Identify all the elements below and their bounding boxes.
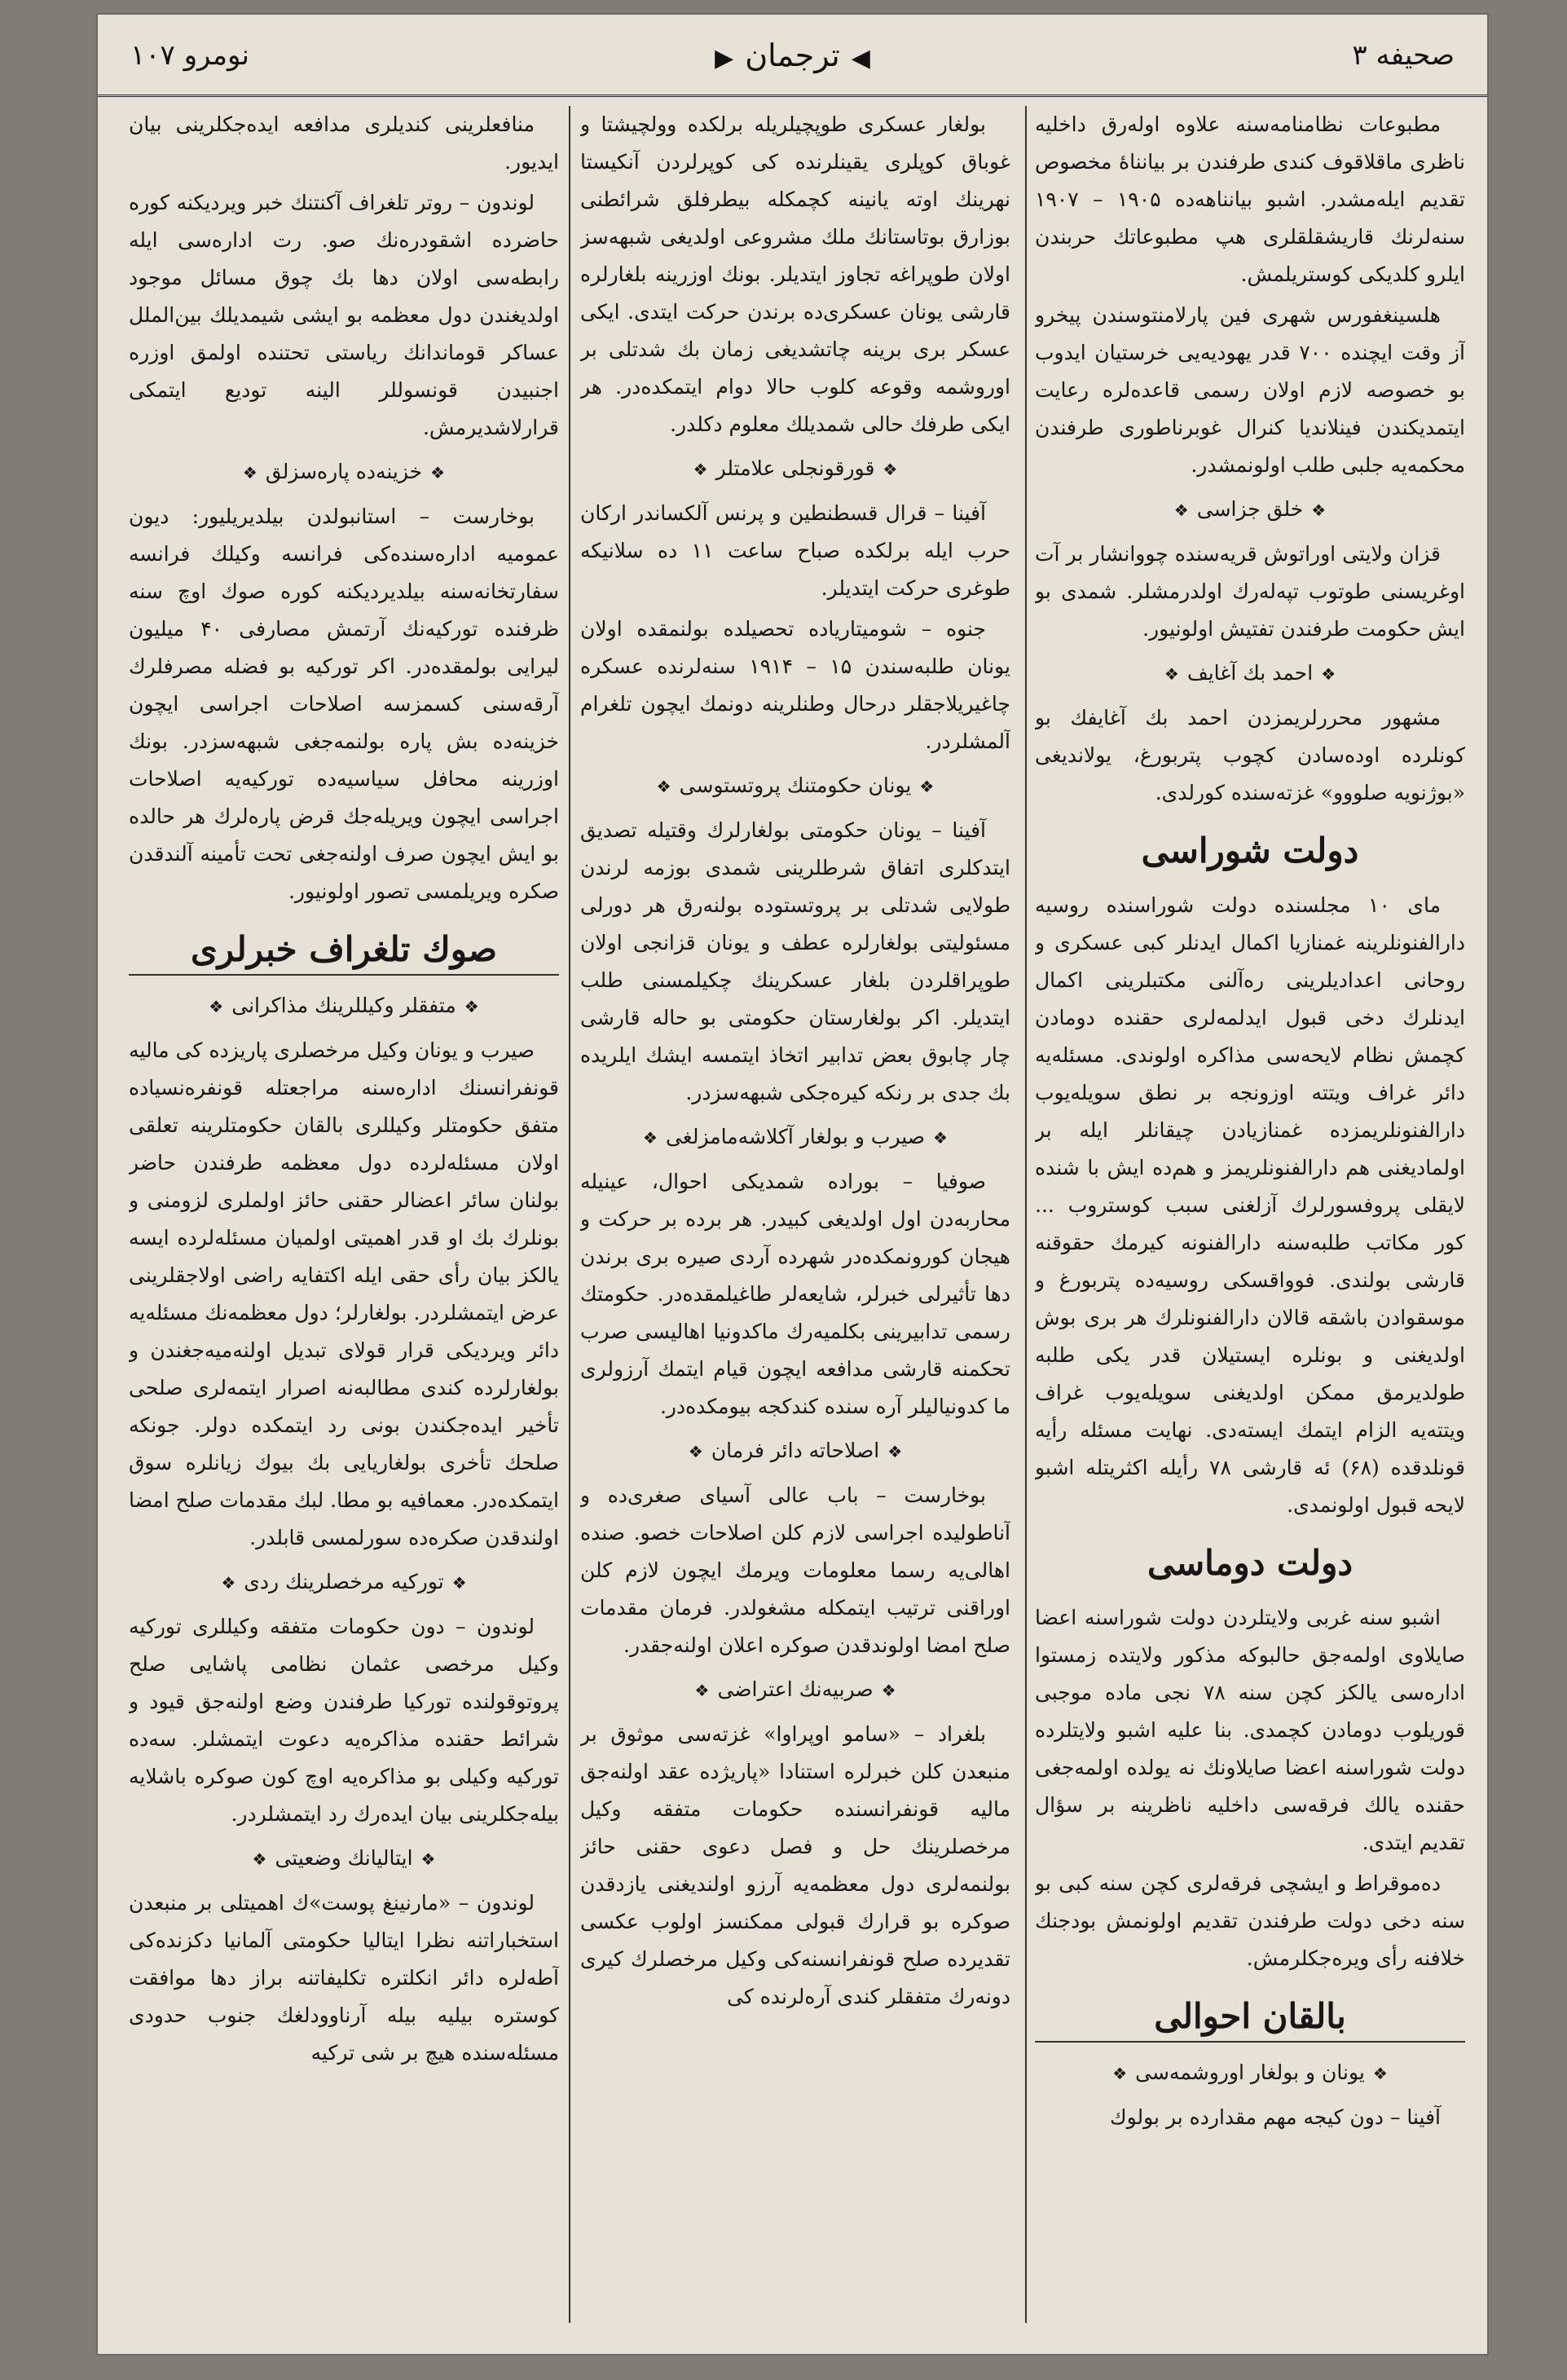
page-number: صحیفه ۳	[1352, 39, 1455, 72]
article-paragraph: منافعلرینی کندیلری مدافعه ایده‌جکلرینی بیان ایدیور.	[129, 112, 559, 174]
article-paragraph: بلغراد – «سامو اوپراوا» غزته‌سی موثوق بر منبعدن کلن خبرلره استنادا «پاریژده عقد اولنه‌جق مالیه قونفرانسنده حکومات متفقه وکیل مرخصلرینك حل و فصل دعوی حقنی حائز بولنمه‌لری دول معظمه‌یه آرزو اولندیغنی یازدقدن صوکره بو قرارك قبولی ممکنسز اولوب عکسی تقدیرده صلح قونفرانسنه‌کی وکیل مرخصلرك کیری دونه‌رك متفقلر کندی آره‌لرنده کی	[580, 1722, 1010, 2008]
subheading-text: متفقلر وکیللرینك مذاکرانی	[231, 994, 456, 1017]
issue-number: نومرو ۱۰۷	[130, 39, 250, 72]
subheading-text: یونان و بولغار اوروشمه‌سی	[1135, 2060, 1365, 2084]
article-paragraph: صیرب و یونان وکیل مرخصلری پاریزده کی مالیه قونفرانسنك اداره‌سنه مراجعتله قونفره‌نسیاده متفق حکومتلر وکیللری بالقان حکومتلرینه تعلقی اولان مسئله‌لرده دول معظمه طرفندن حاضر بولنان سائر اعضالر حقنی حائز اولملری لزومنی و بونلرك بك او قدر اهمیتی اولمیان مسئله‌لرده ایسه یالکز بیان رأی حقی ایله اکتفایه راضی اولاجقلرینی عرض ایتمشلردر. بولغارلر؛ دول معظمه‌نك مسئله‌یه دائر ویردیکی قرار قولای تبدیل اولنه‌میه‌جغندن و بولغارلرده کندی مطالبه‌نه اصرار ایتمه‌لری صلحی تأخیر ایده‌جکندن بونی رد ایتمکده دولر. جونکه صلحك تأخری بولغاریایی بك بیوك زیانلره سوق ایتمکده‌در. معمافیه بو مطا. لبك مقدمات صلح امضا اولندقدن صکره‌ده سورلمسی قابلدر.	[129, 1038, 559, 1549]
subheading	[580, 767, 1010, 805]
newspaper-page	[98, 15, 1487, 2354]
article-paragraph: قزان ولایتی اوراتوش قریه‌سنده چووانشار بر آت اوغریسنی طوتوب تپه‌لەرك اولدرمشلر. شمدی بو ایش حکومت طرفندن تفتیش اولونیور.	[1035, 542, 1465, 641]
article-paragraph: لوندون – دون حکومات متفقه وکیللری تورکیه وکیل مرخصی عثمان نظامی پاشایی صلح پروتوقولنده تورکیا طرفندن وضع اولنه‌جق قیود و شرائط حقنده مذاکره‌یه دعوت ایتمشلر. سه‌ده تورکیه وکیلی بو مذاکره‌یه اوچ کون صوکره باشلایه بیله‌جکلرینی بیان ایده‌رك رد ایتمشلردر.	[129, 1615, 559, 1826]
ornament-icon: ❖	[887, 1442, 903, 1461]
ornament-icon: ❖	[693, 460, 708, 479]
ornament-icon: ❖	[688, 1442, 703, 1461]
article-paragraph: مشهور محررلریمزدن احمد بك آغایفك بو کونلرده اوده‌سادن کچوب پتربورغ، یولاندیغی «بوژنویه صلووو» غزته‌سنده کورلدی.	[1035, 706, 1465, 804]
section-heading: دولت دوماسی	[1147, 1543, 1354, 1583]
subheading	[129, 987, 559, 1025]
article-paragraph: جنوه – شومیتاریاده تحصیلده بولنمقده اولان یونان طلبه‌سندن ۱۵ – ۱۹۱۴ سنه‌لرنده عسکره چاغیریلاجقلر درحال وطنلرینه دونمك ایچون تلغرام آلمشلردر.	[580, 617, 1010, 753]
ornament-icon: ❖	[643, 1128, 658, 1148]
ornament-icon: ❖	[1173, 500, 1189, 520]
left-column	[129, 106, 559, 2323]
article-paragraph: اشبو سنه غربی ولایتلردن دولت شوراسنه اعضا صایلاوی اولمەجق حالبوکه مذکور ولایتده زمستوا ادارەسی یالکز کچن سنه ۷۸ نجی ماده موجبی قوریلوب دومادن کچمدی. بنا علیه اشبو ولایتلرده دولت شوراسنه اعضا صایلاونك نه یولده اولمەجغی حقنده یالك فرقه‌سی داخلیه ناظرینه بر سؤال تقدیم ایتدی.	[1035, 1606, 1465, 1854]
subheading-text: ایتالیانك وضعیتی	[275, 1846, 413, 1870]
ornament-icon: ❖	[209, 997, 224, 1016]
article-paragraph: لوندون – «مارنینغ پوست»ك اهمیتلی بر منبعدن استخباراتنه نظرا ایتالیا حکومتی آلمانیا دکزنده‌کی آطه‌لره دائر انکلتره تکلیفاتنه براز دها موافقت کوسترە بیلیه بیله آرناوودلغك جنوب حدودی مسئله‌سنده هیچ بر شی ترکیه	[129, 1891, 559, 2065]
subheading	[129, 453, 559, 491]
subheading-text: تورکیه مرخصلرینك ردی	[244, 1570, 444, 1593]
article-paragraph: هلسینغفورس شهری فین پارلامنتوسندن پیخرو آز وقت ایچنده ۷۰۰ قدر یهودیه‌یی خرستیان ایدوب بو خصوصه لازم اولان رسمی قاعده‌لره رعایت ایتمدیکندن فینلاندیا کنرال غوبرناطوری طرفندن محکمه‌یه جلبی طلب اولونمشدر.	[1035, 303, 1465, 477]
ornament-icon: ❖	[1164, 664, 1179, 684]
ornament-icon: ❖	[451, 1573, 467, 1593]
subheading-text: اصلاحاته دائر فرمان	[711, 1439, 880, 1462]
article-paragraph: لوندون – روتر تلغراف آکنتنك خبر ویردیکنه کوره حاضرده اشقودره‌نك صو. رت ادارەسی ایله رابطه‌سی اولان دها بك چوق مسائل موجود اولدیغندن دول معظمه بو ایشی شیمدیلك بین‌الملل عساکر قوماندانك ریاستی تحتنده اولمق اوزره اجنبیدن قونسوللر الینه تودیع ایتمکی قرارلاشدیرمش.	[129, 191, 559, 439]
subheading	[580, 1671, 1010, 1709]
article-paragraph: آفینا – قرال قسطنطین و پرنس آلکساندر ارکان حرب ایله برلکده صباح ساعت ۱۱ ده سلانیکه طوغری حرکت ایتدیلر.	[580, 501, 1010, 600]
ornament-icon: ❖	[1321, 664, 1336, 684]
ornament-icon: ❖	[242, 463, 257, 483]
subheading-text: خلق جزاسی	[1196, 497, 1304, 521]
subheading-text: قورقونجلی علامتلر	[715, 456, 875, 480]
right-column	[1035, 106, 1465, 2323]
article-paragraph: دەموقراط و ایشچی فرقەلری کچن سنه کبی بو سنه دخی دولت طرفندن تقدیم اولونمش بودجنك خلافنه رأی ویره‌جکلرمش.	[1035, 1871, 1465, 1970]
article-paragraph: آفینا – یونان حکومتی بولغارلرك وقتیله تصدیق ایتدکلری اتفاق شرطلرینی شمدی بوزمه لرندن طولایی شدتلی بر پروتستوده بولنەرق هر دورلی مسئولیتی بولغارلره عطف و یونان قزانجی اولان طوپراقلردن بلغار عسکرینك چکیلمسنی طلب ایتدیلر. اکر بولغارستان حکومتی بو حاله قارشی چار چابوق بعض تدابیر اتخاذ ایتمسه ایشك ایلریده بك جدی بر رنکه کیرەجکی شبهه‌سزدر.	[580, 818, 1010, 1104]
column-divider	[569, 106, 570, 2323]
ornament-icon: ❖	[420, 1849, 436, 1869]
ornament-icon: ❖	[1372, 2064, 1388, 2083]
ornament-icon: ❖	[656, 777, 671, 796]
subheading	[580, 450, 1010, 488]
ornament-icon: ❖	[881, 1681, 896, 1700]
subheading-text: یونان حکومتنك پروتستوسی	[679, 774, 912, 797]
subheading-text: خزینه‌ده پاره‌سزلق	[265, 460, 423, 483]
subheading	[129, 1563, 559, 1602]
ornament-icon: ◀	[851, 44, 870, 73]
ornament-icon: ❖	[430, 463, 446, 483]
subheading	[1035, 491, 1465, 529]
ornament-icon: ❖	[221, 1573, 236, 1593]
ornament-icon: ❖	[694, 1681, 710, 1700]
masthead	[98, 29, 1487, 97]
ornament-icon: ❖	[919, 777, 935, 796]
column-divider	[1025, 106, 1027, 2323]
subheading	[1035, 654, 1465, 693]
ornament-icon: ▶	[715, 44, 734, 73]
article-paragraph: مای ۱۰ مجلسنده دولت شوراسنده روسیه دارالفنونلرینه غمنازیا اکمال ایدنلر کبی عسکری و روحانی اعدادیلرینی ره‌آلنی مکتبلرینی اکمال ایدنلرك دخی قبول ایدلمه‌لری حقنده دومادن کچمش نظام لایحه‌سی مذاکره اولوندی. مسئله‌یه دائر غراف ویتته اوزونجه بر نطق سویله‌یوب دارالفنونلریمزده غمنازیادن چیقانلر ایله بر اولمادیغنی هم دارالفنونلریمز و هم‌ده ایش با شنده لایقلی پروفسورلرك آزلغنی سبب کوستروب ... کور مکاتب طلبه‌سنه دارالفنونه کیرمك حقوقنه قارشی بولندی. فوواقسکی روسیه‌ده پتربورغ و موسقوادن باشقه قالان دارالفنونلرك هر بری بوش اولدیغنی و بونلره ایستیلان قدر یکی طلبه طولدیرمق ممکن اولدیغنی سویله‌یوب غراف ویتته‌یه الزام ایتمك ایسته‌دی. نهایت مسئله رأیه قونلدقده (۶۸) ئه قارشی ۷۸ رأیله اکثریتله اشبو لایحه قبول اولونمدی.	[1035, 893, 1465, 1517]
article-paragraph: آفینا – دون کیجه مهم مقدارده بر بولوك	[1109, 2105, 1441, 2129]
subheading-text: صربیه‌نك اعتراضی	[717, 1677, 874, 1701]
subheading-text: احمد بك آغایف	[1186, 661, 1314, 685]
article-paragraph: بولغار عسکری طوپچیلریله برلکده وولچیشتا و غوباق کوپلری یقینلرنده کی کوپرلردن آنکیستا نهرینك اوته یانینه کچمکله بیطرفلق شرائطنی بوزارق بوتاستانك ملك مشروعی اولدیغی شبهه‌سز اولان طوپراغه تجاوز ایتدیلر. بونك اوزرینه بلغارلره قارشی یونان عسکری‌ده برندن حرکت ایتدی. ایکی عسکر بری برینه چاتشدیغی زمان بك شدتلی بر اوروشمه وقوعه کلوب حالا دوام ایتمکده‌در. هر ایکی طرفك حالی شمدیلك معلوم دکلدر.	[580, 112, 1010, 436]
ornament-icon: ❖	[464, 997, 479, 1016]
newspaper-name: ترجمان	[745, 37, 840, 73]
ornament-icon: ❖	[1112, 2064, 1128, 2083]
article-paragraph: صوفیا – بوراده شمدیکی احوال، عینیله محاربه‌دن اول اولدیغی کبیدر. هر برده بر حرکت و هیجان کورونمکده‌در شهرده آردی صیره بری برندن دها تأثیرلی خبرلر، شایعه‌لر طاغیلمقده‌در. حکومتك رسمی تدابیرینی بکلمیەرك ماکدونیا اهالیسی صرب تحکمنه قارشی مدافعه ایچون قیام ایتمك آرزولری ما کدونیالیلر آره‌ سنده کندکجه بیومکده‌در.	[580, 1170, 1010, 1418]
ornament-icon: ❖	[1311, 500, 1327, 520]
newspaper-title	[98, 37, 1487, 73]
ornament-icon: ❖	[252, 1849, 267, 1869]
subheading-text: صیرب و بولغار آکلاشه‌مامزلغی	[665, 1125, 926, 1148]
section-heading: صوك تلغراف خبرلری	[129, 925, 559, 976]
article-paragraph: مطبوعات نظامنامه‌سنه علاوه اولەرق داخلیه ناظری ماقلاقوف کندی طرفندن بر بیانناهٔ مخصوص تقدیم ایله‌مشدر. اشبو بیانناهه‌ده ۱۹۰۵ – ۱۹۰۷ سنه‌لرنك قاریشقلقلری هپ مطبوعاتك حربندن ایلرو کلدیکی کوستریلمش.	[1035, 112, 1465, 286]
ornament-icon: ❖	[883, 460, 898, 479]
article-paragraph: بوخارست – باب عالی آسیای صغری‌ده و آناطولیده اجراسی لازم کلن اصلاحات خصو. صنده اهالی‌یه رسما معلومات ویرمك ایچون لازم کلن اوراقنی ترتیب ایتمکله مشغولدر. فرمان مقدمات صلح امضا اولوندقدن صوکره اعلان اولنه‌جقدر.	[580, 1483, 1010, 1657]
subheading	[1035, 2054, 1465, 2092]
section-heading: بالقان احوالی	[1035, 1992, 1465, 2043]
section-heading: دولت شوراسی	[1141, 831, 1359, 870]
ornament-icon: ❖	[933, 1128, 948, 1148]
subheading	[580, 1118, 1010, 1157]
subheading	[129, 1840, 559, 1878]
article-paragraph: بوخارست – استانبولدن بیلدیریلیور: دیون عمومیه اداره‌سنده‌کی فرانسه وکیلك فرانسه سفارتخانه‌سنه بیلدیردیکنه کوره صوك اوچ سنه ظرفنده تورکیه‌نك آرتمش مصارفی ۴۰ میلیون لیرایی بولمقده‌در. اکر تورکیه بو فضله مصرفلرك آرقه‌سنی کسمزسه اصلاحات اجراسی ایچون خزینه‌ده بش پاره بولنمەجغی شبهه‌سزدر. بونك اوزرینه محافل سیاسیه‌ده تورکیه‌یه اصلاحات اجراسی ایچون ویریله‌جك قرض پاره‌لرك هر حالده بو ایش ایچون صرف اولنه‌جغی تحت تأمینه آلندقدن صکره ویریلمسی تصور اولونیور.	[129, 505, 559, 903]
middle-column	[580, 106, 1010, 2323]
subheading	[580, 1432, 1010, 1470]
